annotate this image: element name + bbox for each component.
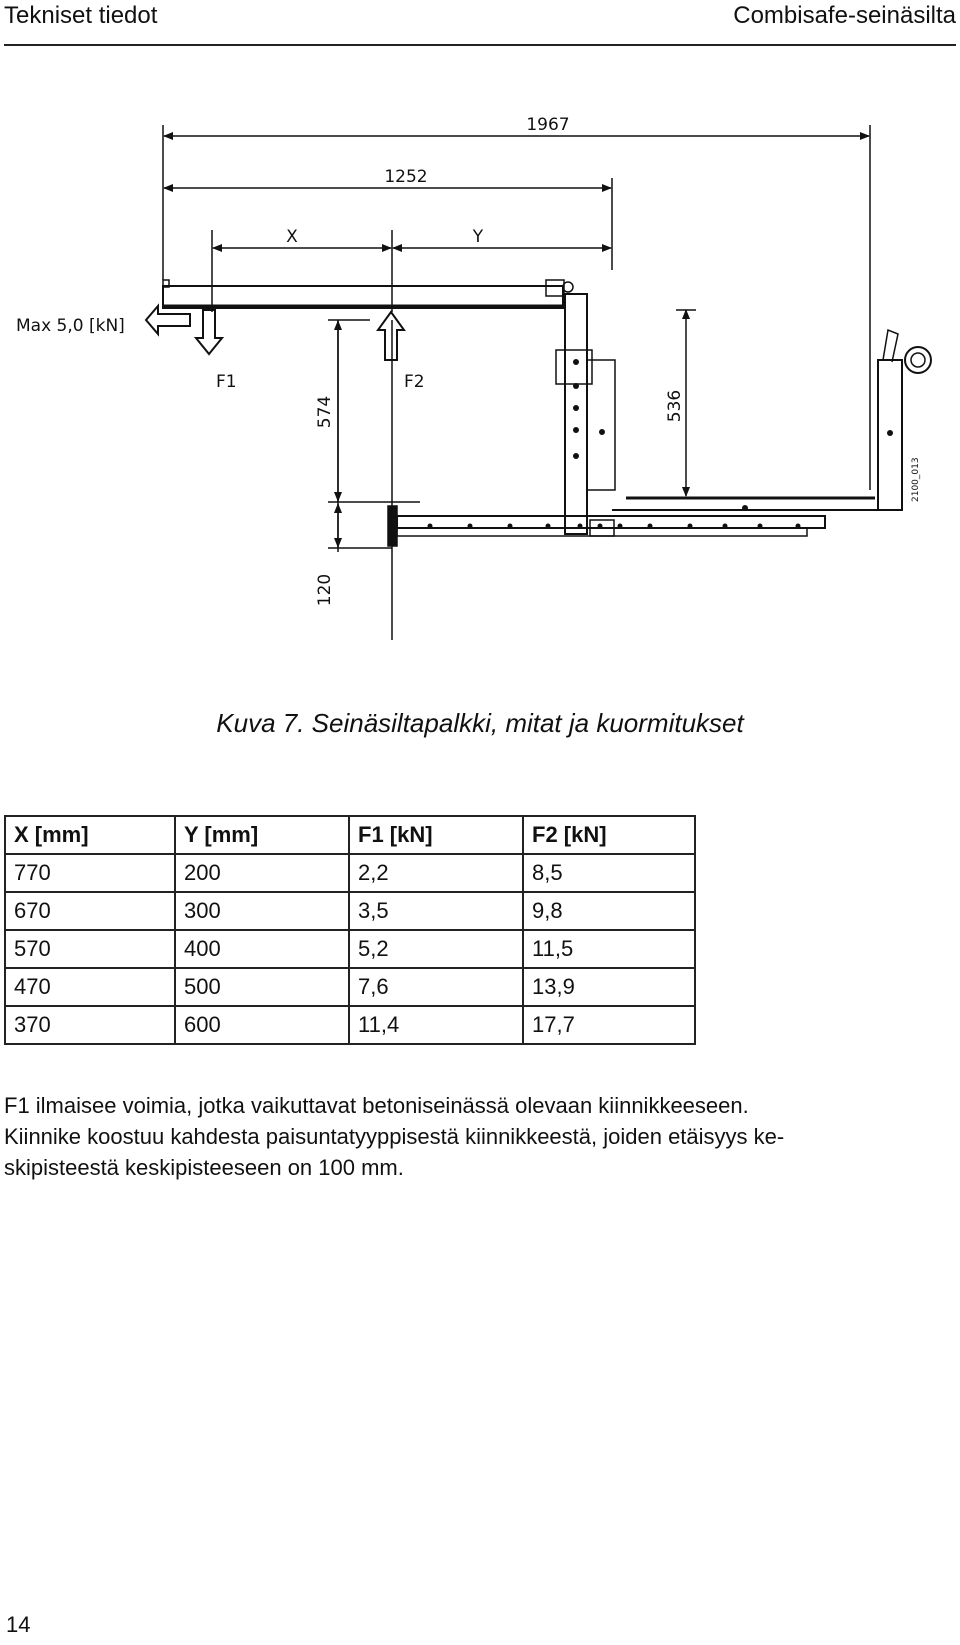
table-cell: 500 — [175, 968, 349, 1006]
table-cell: 570 — [5, 930, 175, 968]
table-cell: 17,7 — [523, 1006, 695, 1044]
dim-536-label: 536 — [665, 389, 685, 423]
page-number: 14 — [6, 1612, 31, 1637]
table-cell: 670 — [5, 892, 175, 930]
table-cell: 300 — [175, 892, 349, 930]
dim-120-label: 120 — [315, 573, 335, 607]
table-cell: 11,5 — [523, 930, 695, 968]
table-cell: 2,2 — [349, 854, 523, 892]
table-cell: 7,6 — [349, 968, 523, 1006]
table-cell: 370 — [5, 1006, 175, 1044]
table-cell: 470 — [5, 968, 175, 1006]
explanatory-note — [4, 1090, 954, 1183]
dim-574-label: 574 — [315, 395, 335, 429]
dim-x-label: X — [286, 227, 298, 247]
table-header-row — [5, 816, 695, 854]
table-cell: 400 — [175, 930, 349, 968]
table-cell: 600 — [175, 1006, 349, 1044]
column-header: Y [mm] — [175, 816, 349, 854]
table-cell: 200 — [175, 854, 349, 892]
table-cell: 3,5 — [349, 892, 523, 930]
table-cell: 8,5 — [523, 854, 695, 892]
column-header: F1 [kN] — [349, 816, 523, 854]
table-row — [5, 968, 695, 1006]
note-line: skipisteestä keskipisteeseen on 100 mm. — [4, 1155, 404, 1180]
force-f2-label: F2 — [404, 372, 425, 392]
dim-y-label: Y — [472, 227, 484, 247]
table-cell: 5,2 — [349, 930, 523, 968]
page-header — [0, 0, 960, 48]
header-product-name: Combisafe-seinäsilta — [733, 2, 956, 29]
table-row — [5, 854, 695, 892]
dim-1252-label: 1252 — [384, 167, 428, 187]
header-rule — [4, 44, 956, 46]
drawing-code: 2100_013 — [911, 457, 921, 502]
column-header: F2 [kN] — [523, 816, 695, 854]
header-section-title: Tekniset tiedot — [4, 2, 158, 29]
table-row — [5, 892, 695, 930]
table-cell: 9,8 — [523, 892, 695, 930]
figure-caption: Kuva 7. Seinäsiltapalkki, mitat ja kuormitukset — [216, 708, 744, 738]
beam-drawing-svg — [0, 90, 960, 700]
max-load-label: Max 5,0 [kN] — [16, 316, 125, 336]
table-cell: 13,9 — [523, 968, 695, 1006]
force-f1-label: F1 — [216, 372, 237, 392]
column-header: X [mm] — [5, 816, 175, 854]
note-line: Kiinnike koostuu kahdesta paisuntatyyppisestä kiinnikkeestä, joiden etäisyys ke- — [4, 1124, 785, 1149]
technical-drawing — [0, 90, 960, 700]
table-cell: 11,4 — [349, 1006, 523, 1044]
load-table — [4, 815, 696, 1045]
table-cell: 770 — [5, 854, 175, 892]
table-row — [5, 1006, 695, 1044]
note-line: F1 ilmaisee voimia, jotka vaikuttavat betoniseinässä olevaan kiinnikkeeseen. — [4, 1093, 749, 1118]
dim-1967-label: 1967 — [526, 115, 570, 135]
table-row — [5, 930, 695, 968]
